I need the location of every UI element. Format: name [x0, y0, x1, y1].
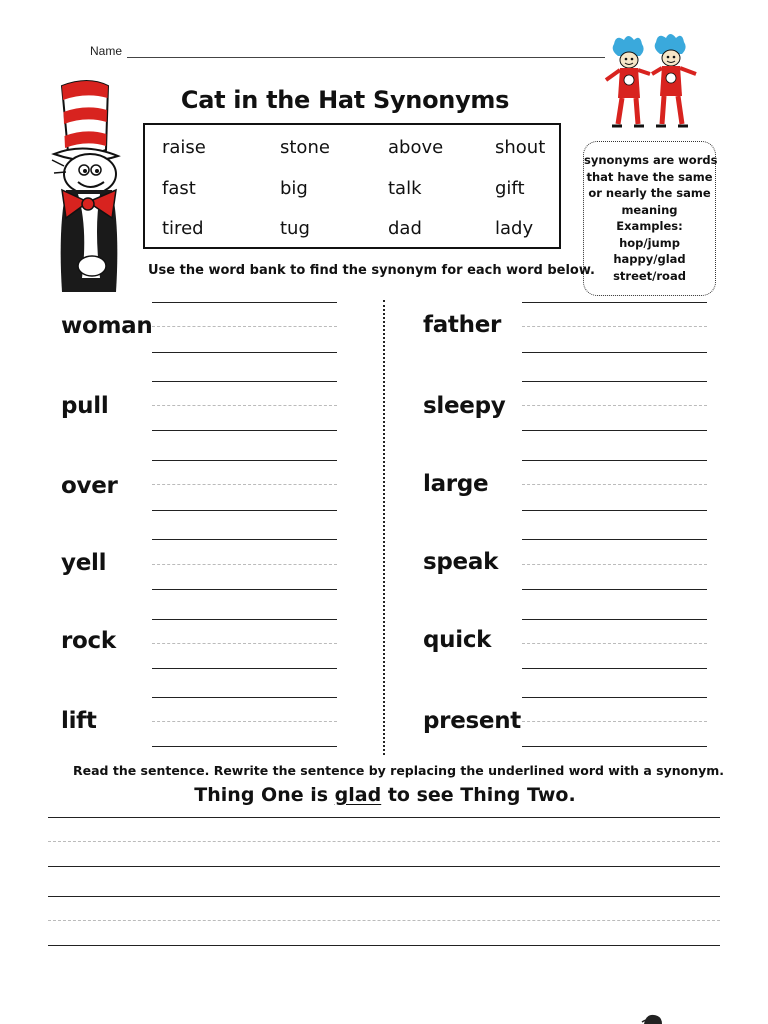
writing-line-mid [522, 484, 707, 485]
prompt-word: pull [61, 393, 109, 419]
writing-line-top [152, 539, 337, 540]
sentence-instruction: Read the sentence. Rewrite the sentence by replacing the underlined word with a synonym. [73, 763, 725, 778]
page-title: Cat in the Hat Synonyms [180, 86, 510, 114]
writing-line-top [522, 697, 707, 698]
bank-word: raise [162, 137, 206, 158]
word-bank [143, 123, 561, 249]
definition-line: or nearly the same [588, 186, 711, 200]
bank-word: fast [162, 178, 196, 199]
bank-word: gift [495, 178, 525, 199]
prompt-word: yell [61, 550, 107, 576]
definition-line: that have the same [586, 169, 713, 184]
writing-line-top [522, 302, 707, 303]
writing-line-base [48, 945, 720, 946]
writing-line-mid [48, 920, 720, 921]
prompt-word: father [423, 312, 502, 338]
writing-line-base [522, 668, 707, 669]
sentence-after: to see Thing Two. [381, 784, 576, 806]
writing-line-top [522, 619, 707, 620]
writing-line-base [152, 352, 337, 353]
prompt-word: speak [423, 549, 499, 575]
writing-line-mid [522, 326, 707, 327]
cat-in-the-hat-illustration [48, 78, 128, 298]
example: happy/glad [613, 252, 686, 266]
writing-line-base [48, 866, 720, 867]
sentence-before: Thing One is [194, 784, 335, 806]
prompt-word: quick [423, 627, 492, 653]
definition-line: synonyms are words [584, 153, 718, 167]
writing-line-base [152, 589, 337, 590]
writing-line-top [152, 381, 337, 382]
writing-line-base [522, 589, 707, 590]
writing-line-base [522, 430, 707, 431]
prompt-word: rock [61, 628, 116, 654]
writing-line-mid [152, 326, 337, 327]
writing-line-mid [522, 564, 707, 565]
writing-line-base [152, 510, 337, 511]
name-field[interactable] [127, 57, 605, 58]
bank-word: dad [388, 218, 422, 239]
writing-line-mid [522, 721, 707, 722]
writing-line-top [522, 381, 707, 382]
writing-line-mid [152, 721, 337, 722]
writing-line-mid [152, 405, 337, 406]
writing-line-top [522, 460, 707, 461]
bank-word: tired [162, 218, 204, 239]
prompt-word: over [61, 473, 118, 499]
writing-line-top [522, 539, 707, 540]
writing-line-base [152, 746, 337, 747]
example: street/road [613, 268, 686, 283]
writing-line-mid [48, 841, 720, 842]
examples-label: Examples: [616, 219, 683, 233]
writing-line-base [152, 430, 337, 431]
corner-doodle-icon [640, 1012, 666, 1024]
writing-line-top [48, 817, 720, 818]
column-divider [383, 300, 385, 755]
bank-word: tug [280, 218, 310, 239]
writing-line-mid [152, 643, 337, 644]
writing-line-mid [152, 484, 337, 485]
prompt-word: large [423, 471, 489, 497]
bank-word: above [388, 137, 444, 158]
bank-word: shout [495, 137, 546, 158]
prompt-word: woman [61, 313, 153, 339]
prompt-word: sleepy [423, 393, 506, 419]
writing-line-base [522, 510, 707, 511]
bank-word: talk [388, 178, 422, 199]
writing-line-top [152, 460, 337, 461]
prompt-word: present [423, 708, 521, 734]
writing-line-base [522, 746, 707, 747]
writing-line-mid [152, 564, 337, 565]
example: hop/jump [619, 235, 680, 250]
thing-one-thing-two-illustration [604, 34, 700, 132]
writing-line-mid [522, 643, 707, 644]
writing-line-mid [522, 405, 707, 406]
definition-line: meaning [621, 202, 678, 217]
writing-line-base [152, 668, 337, 669]
bank-word: stone [280, 137, 330, 158]
writing-line-top [152, 697, 337, 698]
writing-line-top [48, 896, 720, 897]
name-label: Name [90, 44, 123, 58]
bank-word: lady [495, 218, 534, 239]
writing-line-top [152, 302, 337, 303]
writing-line-base [522, 352, 707, 353]
bank-word: big [280, 178, 308, 199]
definition-box [583, 141, 716, 296]
prompt-word: lift [61, 708, 97, 734]
underlined-word: glad [334, 784, 382, 806]
writing-line-top [152, 619, 337, 620]
word-bank-instruction: Use the word bank to find the synonym for each word below. [148, 263, 595, 278]
sample-sentence [170, 784, 600, 806]
